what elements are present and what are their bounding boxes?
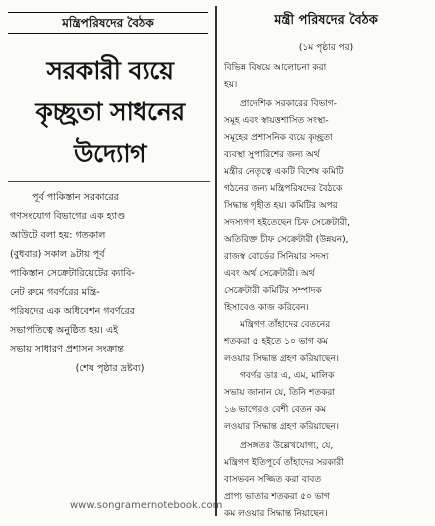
continued-from-label: (১ম পৃষ্ঠার পর) [298,43,354,53]
body-line: সভায় জানান যে, তিনি শতকরা [224,388,335,398]
body-line: সিদ্ধান্ত গৃহীত হয়। কমিটির অপর [224,201,338,211]
body-line: সভায় সাধারণ প্রশাসন সংক্রান্ত [10,344,124,355]
body-line: সভাপতিত্বে অনুষ্ঠিত হয়। এই [10,325,119,336]
body-line: প্রসঙ্গতঃ উল্লেখযোগ্য, যে, [240,441,334,451]
body-line: সমূহের প্রশাসনিক ব্যয়ে কৃচ্ছ্রতা [224,133,333,143]
continuation-title: মন্ত্রী পরিষদের বৈঠক [274,13,378,28]
body-line: গঠনের জন্য মন্ত্রিপরিষদের বৈঠকে [224,184,343,194]
body-line: গণসংযোগ বিভাগের এক হ্যাণ্ড [10,211,126,222]
body-line: রাজস্ব বোর্ডের সিনিয়ার সদস্য [224,252,329,262]
headline-line-3: উদ্যোগ [73,139,147,168]
right-paragraph-2-tail [224,300,428,368]
body-line: কম লওয়ার সিদ্ধান্ত নিয়াছেন। [224,509,328,519]
body-line: অতিরিক্ত চীফ সেক্রেটারী (উন্নয়ন), [224,235,349,245]
section-header-label: মন্ত্রিপরিষদের বৈঠক [8,12,208,34]
body-line: লওয়ার সিদ্ধান্ত গ্রহণ করিয়াছেন। [224,422,340,432]
right-paragraph-1 [224,60,428,94]
body-line: শতকরা ৫ হইতে ১০ ভাগ কম [224,337,329,347]
headline-line-1: সরকারী ব্যয়ে [46,56,174,85]
body-line: গবর্ণর ডাঃ এ, এম, মালিক [240,371,335,381]
continued-note: (শেষ পৃষ্ঠার দ্রষ্টব্য) [75,363,145,374]
body-line: লওয়ার সিদ্ধান্ত গ্রহণ করিয়াছেন। [224,354,340,364]
headline-rule [8,181,210,182]
body-line: বিভিন্ন বিষয়ে আলোচনা করা [224,63,327,73]
body-line: হয়। [224,80,238,90]
body-line: নেট রুমে গবর্ণরের মন্ত্রি- [10,287,100,298]
body-line: মন্ত্রিগণ তাঁহাদের বেতনের [240,320,331,330]
body-line: প্রাদেশিক সরকারের বিভাগ- [240,99,337,109]
body-line: মন্ত্রিগণ ইতিপূর্বে তাঁহাদের সরকারী [224,458,344,468]
body-line: সমূহ এবং স্বায়ত্তশাসিত সংস্থা- [224,116,329,126]
body-line: পরিষদের এক অধিবেশন গবর্ণরের [10,306,135,317]
body-line: পূর্ব পাকিস্তান সরকারের [32,192,119,203]
body-line: মন্ত্রীর নেতৃত্বে একটি বিশেষ কমিটি [224,167,344,177]
body-line: হিসাবেও কাজ করিবেন। [224,303,309,313]
body-line: পাকিস্তান সেক্রেটারিয়েটের ক্যাবি- [10,268,135,279]
right-paragraph-2 [224,96,428,300]
body-line: এবং অর্থ সেক্রেটারী। অর্থ [224,269,315,279]
left-column [0,0,216,526]
body-line: বাসভবন সজ্জিত করা বাবত [224,475,322,485]
body-line: আউটে বলা হয়: গতকাল [10,230,106,241]
right-column [216,0,435,526]
right-paragraph-4 [224,368,428,436]
body-line: প্রাপ্য ভাতার শতকরা ৫০ ভাগ [224,492,330,502]
left-body-paragraph [10,188,210,378]
body-line: সদস্যগণ হইতেছেন চিফ সেক্রেটারী, [224,218,351,228]
body-line: ১৬ ভাগেরও বেশী বেতন কম [224,405,327,415]
headline-line-2: কৃচ্ছ্রতা সাধনের [35,97,185,126]
body-line: সেক্রেটারী কমিটির সম্পাদক [224,286,322,296]
body-line: (বুধবার) সকাল ৯টায় পূর্ব [10,249,105,260]
body-line: ব্যবস্থা সুপারিশের জন্য অর্থ [224,150,320,160]
website-watermark: www.songramernotebook.com [70,500,223,511]
